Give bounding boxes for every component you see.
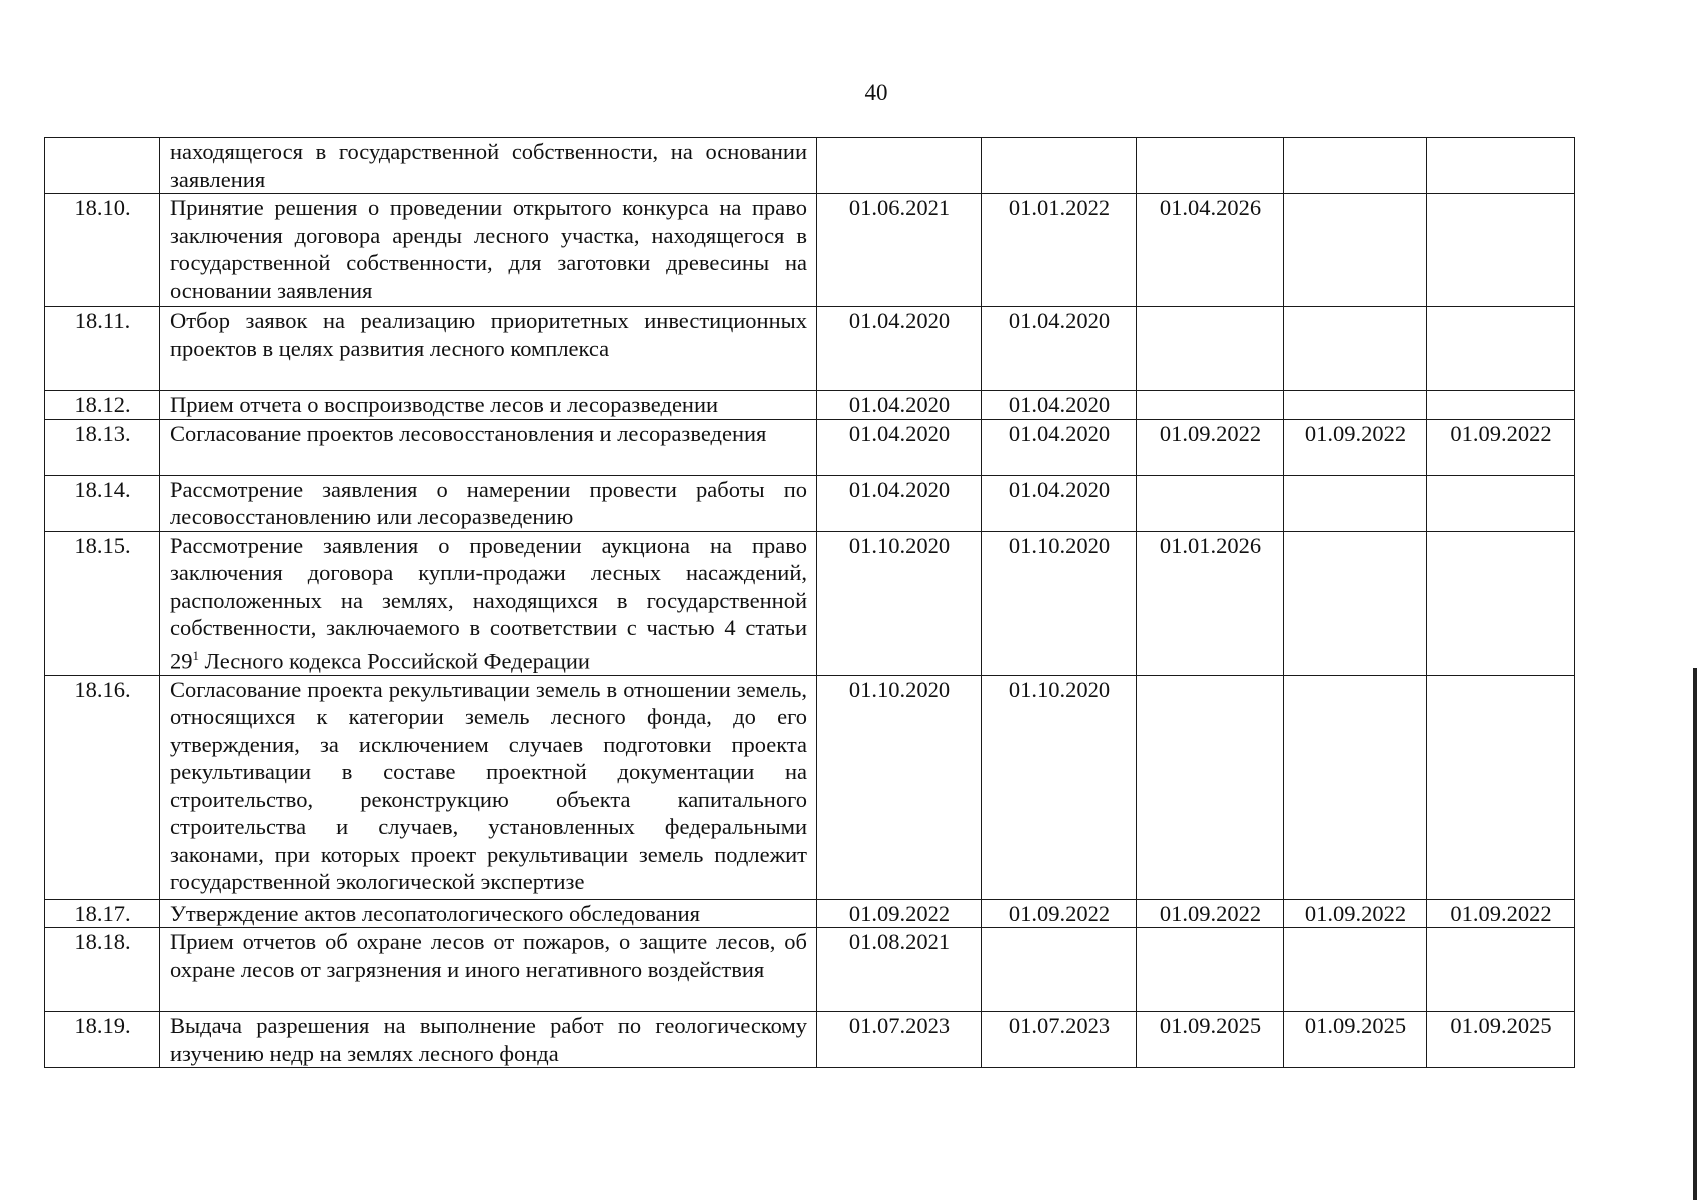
date-cell-2: 01.01.2022 bbox=[982, 194, 1137, 307]
row-description: Выдача разрешения на выполнение работ по геологическому изучению недр на землях лесного фонда bbox=[160, 1012, 817, 1068]
table-row bbox=[45, 928, 1575, 1012]
date-cell-2 bbox=[982, 138, 1137, 194]
date-cell-3: 01.09.2022 bbox=[1137, 899, 1284, 928]
date-cell-1 bbox=[817, 138, 982, 194]
row-description: Утверждение актов лесопатологического обследования bbox=[160, 899, 817, 928]
table-row bbox=[45, 419, 1575, 475]
row-description: Отбор заявок на реализацию приоритетных инвестиционных проектов в целях развития лесного комплекса bbox=[160, 307, 817, 391]
date-cell-5 bbox=[1427, 391, 1575, 420]
date-cell-5: 01.09.2022 bbox=[1427, 899, 1575, 928]
date-cell-2: 01.10.2020 bbox=[982, 531, 1137, 675]
row-number: 18.14. bbox=[45, 475, 160, 531]
date-cell-2 bbox=[982, 928, 1137, 1012]
row-number: 18.15. bbox=[45, 531, 160, 675]
row-number: 18.19. bbox=[45, 1012, 160, 1068]
date-cell-5 bbox=[1427, 928, 1575, 1012]
date-cell-4 bbox=[1284, 475, 1427, 531]
date-cell-2: 01.04.2020 bbox=[982, 391, 1137, 420]
row-number: 18.12. bbox=[45, 391, 160, 420]
date-cell-4 bbox=[1284, 391, 1427, 420]
date-cell-3: 01.04.2026 bbox=[1137, 194, 1284, 307]
date-cell-5: 01.09.2022 bbox=[1427, 419, 1575, 475]
date-cell-5 bbox=[1427, 194, 1575, 307]
table-row bbox=[45, 1012, 1575, 1068]
date-cell-2: 01.07.2023 bbox=[982, 1012, 1137, 1068]
date-cell-4 bbox=[1284, 928, 1427, 1012]
row-description: Согласование проектов лесовосстановления и лесоразведения bbox=[160, 419, 817, 475]
date-cell-5 bbox=[1427, 307, 1575, 391]
date-cell-4 bbox=[1284, 194, 1427, 307]
row-description: Рассмотрение заявления о намерении провести работы по лесовосстановлению или лесоразведению bbox=[160, 475, 817, 531]
schedule-table bbox=[44, 137, 1575, 1068]
date-cell-5 bbox=[1427, 475, 1575, 531]
date-cell-1: 01.10.2020 bbox=[817, 531, 982, 675]
table-row bbox=[45, 531, 1575, 675]
date-cell-3 bbox=[1137, 928, 1284, 1012]
date-cell-1: 01.08.2021 bbox=[817, 928, 982, 1012]
date-cell-3 bbox=[1137, 675, 1284, 899]
date-cell-1: 01.07.2023 bbox=[817, 1012, 982, 1068]
row-number: 18.11. bbox=[45, 307, 160, 391]
date-cell-1: 01.09.2022 bbox=[817, 899, 982, 928]
date-cell-4: 01.09.2022 bbox=[1284, 419, 1427, 475]
row-description: Принятие решения о проведении открытого конкурса на право заключения договора аренды лесного участка, находящегося в государственной собственности, для заготовки древесины на основании заявления bbox=[160, 194, 817, 307]
date-cell-1: 01.04.2020 bbox=[817, 391, 982, 420]
date-cell-5: 01.09.2025 bbox=[1427, 1012, 1575, 1068]
page-number: 40 bbox=[864, 80, 888, 105]
table-row bbox=[45, 194, 1575, 307]
description-text: Рассмотрение заявления о проведении аукциона на право заключения договора купли-продажи лесных насаждений, расположенных на землях, находящихся в государственной собственности, заключаемого в соответствии с частью 4 статьи 29 bbox=[170, 532, 807, 673]
date-cell-3: 01.01.2026 bbox=[1137, 531, 1284, 675]
row-description: Согласование проекта рекультивации земель в отношении земель, относящихся к категории земель лесного фонда, до его утверждения, за исключением случаев подготовки проекта рекультивации в составе проектной документации на строительство, реконструкцию объекта капитального строительства и случаев, установленных федеральными законами, при которых проект рекультивации земель подлежит государственной экологической экспертизе bbox=[160, 675, 817, 899]
date-cell-1: 01.04.2020 bbox=[817, 475, 982, 531]
date-cell-3: 01.09.2025 bbox=[1137, 1012, 1284, 1068]
date-cell-1: 01.10.2020 bbox=[817, 675, 982, 899]
date-cell-2: 01.04.2020 bbox=[982, 475, 1137, 531]
row-description: Прием отчетов об охране лесов от пожаров, о защите лесов, об охране лесов от загрязнения и иного негативного воздействия bbox=[160, 928, 817, 1012]
date-cell-2: 01.09.2022 bbox=[982, 899, 1137, 928]
row-number: 18.17. bbox=[45, 899, 160, 928]
date-cell-4 bbox=[1284, 307, 1427, 391]
row-number: 18.16. bbox=[45, 675, 160, 899]
date-cell-5 bbox=[1427, 675, 1575, 899]
footnote-superscript: 1 bbox=[192, 647, 199, 663]
row-description: находящегося в государственной собственности, на основании заявления bbox=[160, 138, 817, 194]
row-description: Прием отчета о воспроизводстве лесов и лесоразведении bbox=[160, 391, 817, 420]
description-text-tail: Лесного кодекса Российской Федерации bbox=[199, 648, 590, 673]
date-cell-4 bbox=[1284, 138, 1427, 194]
table-row bbox=[45, 475, 1575, 531]
date-cell-5 bbox=[1427, 531, 1575, 675]
scan-edge-mark bbox=[1693, 668, 1697, 1200]
date-cell-4: 01.09.2025 bbox=[1284, 1012, 1427, 1068]
table-row bbox=[45, 138, 1575, 194]
date-cell-3: 01.09.2022 bbox=[1137, 419, 1284, 475]
date-cell-2: 01.04.2020 bbox=[982, 419, 1137, 475]
date-cell-1: 01.04.2020 bbox=[817, 419, 982, 475]
date-cell-2: 01.10.2020 bbox=[982, 675, 1137, 899]
row-number bbox=[45, 138, 160, 194]
table-row bbox=[45, 675, 1575, 899]
date-cell-4 bbox=[1284, 675, 1427, 899]
row-number: 18.18. bbox=[45, 928, 160, 1012]
date-cell-4: 01.09.2022 bbox=[1284, 899, 1427, 928]
date-cell-3 bbox=[1137, 391, 1284, 420]
date-cell-2: 01.04.2020 bbox=[982, 307, 1137, 391]
table-row bbox=[45, 391, 1575, 420]
row-number: 18.10. bbox=[45, 194, 160, 307]
date-cell-1: 01.04.2020 bbox=[817, 307, 982, 391]
date-cell-3 bbox=[1137, 307, 1284, 391]
date-cell-5 bbox=[1427, 138, 1575, 194]
row-number: 18.13. bbox=[45, 419, 160, 475]
row-description bbox=[160, 531, 817, 675]
date-cell-3 bbox=[1137, 475, 1284, 531]
table-row bbox=[45, 899, 1575, 928]
table-row bbox=[45, 307, 1575, 391]
date-cell-4 bbox=[1284, 531, 1427, 675]
date-cell-1: 01.06.2021 bbox=[817, 194, 982, 307]
date-cell-3 bbox=[1137, 138, 1284, 194]
